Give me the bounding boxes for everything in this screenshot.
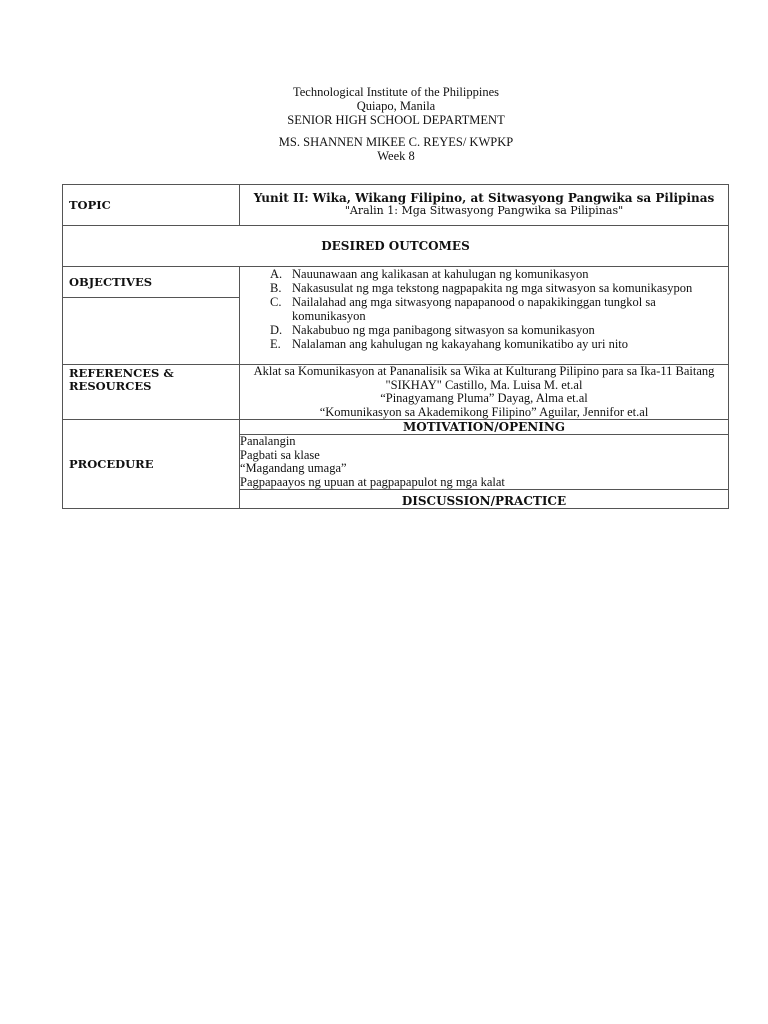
discussion-heading: DISCUSSION/PRACTICE	[401, 494, 567, 508]
list-item: E. Nalalaman ang kahulugan ng kakayahang komunikatibo ay uri nito	[270, 337, 629, 351]
week-label: Week 8	[377, 149, 415, 163]
list-item: B. Nakasusulat ng mga tekstong nagpapakita ng mga sitwasyon sa komunikasypon	[270, 281, 693, 295]
reference-line: Aklat sa Komunikasyon at Pananalisik sa Wika at Kulturang Pilipino para sa Ika-11 Baitang	[253, 364, 715, 378]
motivation-items	[240, 435, 728, 490]
reference-line: “Pinagyamang Pluma” Dayag, Alma et.al	[380, 391, 588, 405]
department-name: SENIOR HIGH SCHOOL DEPARTMENT	[287, 113, 505, 127]
topic-cell	[240, 185, 729, 226]
list-item: D. Nakabubuo ng mga panibagong sitwasyon sa komunikasyon	[270, 323, 595, 337]
list-item: C. Nailalahad ang mga sitwasyong napapanood o napakikinggan tungkol sa komunikasyon	[270, 295, 656, 323]
list-item: A. Nauunawaan ang kalikasan at kahulugan ng komunikasyon	[270, 267, 589, 281]
outcomes-row	[63, 226, 729, 267]
list-item: “Magandang umaga”	[240, 461, 347, 475]
motivation-heading: MOTIVATION/OPENING	[240, 420, 728, 435]
topic-subtitle: "Aralin 1: Mga Sitwasyong Pangwika sa Pilipinas"	[344, 204, 624, 217]
lesson-plan-table	[62, 184, 729, 509]
desired-outcomes-heading: DESIRED OUTCOMES	[63, 226, 729, 267]
reference-line: "SIKHAY" Castillo, Ma. Luisa M. et.al	[385, 377, 583, 392]
objectives-row	[63, 267, 729, 365]
reference-line: “Komunikasyon sa Akademikong Filipino” Aguilar, Jennifor et.al	[319, 404, 649, 419]
procedure-label: PROCEDURE	[63, 420, 240, 509]
topic-row	[63, 185, 729, 226]
institution-name: Technological Institute of the Philippines	[292, 85, 500, 99]
references-row	[63, 365, 729, 420]
objectives-cell	[240, 267, 729, 365]
objectives-label: OBJECTIVES	[63, 267, 239, 298]
references-label: REFERENCES & RESOURCES	[63, 365, 240, 420]
objectives-label-cell	[63, 267, 240, 365]
procedure-cell	[240, 420, 729, 509]
institution-location: Quiapo, Manila	[356, 99, 436, 113]
list-item: Panalangin	[240, 434, 296, 448]
objectives-list	[240, 267, 728, 351]
procedure-row	[63, 420, 729, 509]
list-item: Pagpapaayos ng upuan at pagpapapulot ng mga kalat	[240, 474, 505, 489]
list-item: Pagbati sa klase	[240, 447, 320, 462]
document-header	[0, 85, 768, 163]
topic-label: TOPIC	[63, 185, 240, 226]
teacher-name: MS. SHANNEN MIKEE C. REYES/ KWPKP	[278, 135, 514, 149]
references-cell	[240, 365, 729, 420]
topic-title: Yunit II: Wika, Wikang Filipino, at Sitwasyong Pangwika sa Pilipinas	[253, 191, 715, 205]
